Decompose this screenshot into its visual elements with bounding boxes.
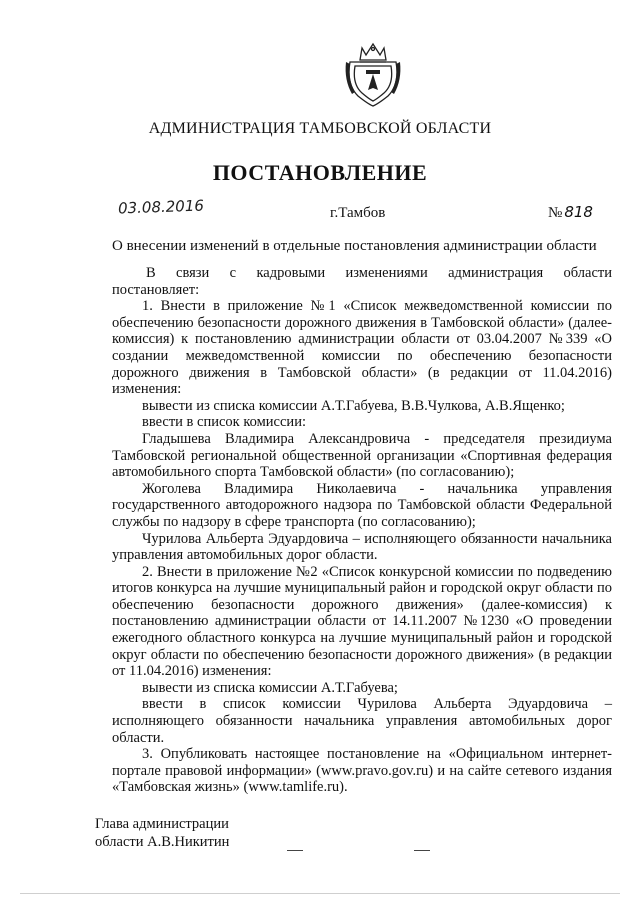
person-zhogolev: Жоголева Владимира Николаевича - начальника управления государственного автодорожного надзора по Тамбовской области Федеральной службы по надзору в сфере транспорта (по согласованию); [112,480,612,530]
handwritten-number: 818 [564,203,593,221]
document-subject: О внесении изменений в отдельные постановления администрации области [112,238,597,254]
item-2: 2. Внести в приложение №2 «Список конкурсной комиссии по подведению итогов конкурса на лучшие муниципальный район и городской округ области по обеспечению безопасности дорожного движения» (далее-комиссия) к постановлению администрации области от 14.11.2007 №1230 «О проведении ежегодного областного конкурса на лучшие муниципальный район и городской округ области по обеспечению безопасности дорожного движения» (в редакции от 11.04.2016) изменения: [112,563,612,680]
item-1: 1. Внести в приложение №1 «Список межведомственной комиссии по обеспечению безопасности дорожного движения в Тамбовской области» (далее-комиссия) к постановлению администрации области от 03.04.2007 №339 «О создании межведомственной комиссии по обеспечению безопасности дорожного движения в Тамбовской области» (в редакции от 11.04.2016) изменения: [112,298,612,398]
organization-name: АДМИНИСТРАЦИЯ ТАМБОВСКОЙ ОБЛАСТИ [148,120,492,137]
item-1-remove: вывести из списка комиссии А.Т.Габуева, В.В.Чулкова, А.В.Ященко; [142,397,565,414]
signature-block [95,815,229,851]
person-gladyshev: Гладышева Владимира Александровича - председателя президиума Тамбовской региональной общественной организации «Спортивная федерация автомобильного спорта Тамбовской области» (по согласованию); [112,430,612,481]
document-number [548,203,593,222]
item-2-remove: вывести из списка комиссии А.Т.Габуева; [142,679,398,696]
intro-verb: постановляет: [112,281,200,298]
signature-mark-left [287,850,303,851]
scan-edge-line [20,893,620,894]
document-type-title: ПОСТАНОВЛЕНИЕ [212,160,428,185]
number-sign: № [548,205,563,221]
signature-name: области А.В.Никитин [95,834,230,850]
document-body [112,265,612,796]
intro-line: В связи с кадровыми изменениями администрация области [146,265,612,281]
city-name: г.Тамбов [330,205,386,221]
item-3: 3. Опубликовать настоящее постановление на «Официальном интернет-портале правовой информации» (www.pravo.gov.ru) и на сайте сетевого издания «Тамбовская жизнь» (www.tamlife.ru). [112,746,612,796]
item-2-add: ввести в список комиссии Чурилова Альберта Эдуардовича – исполняющего обязанности начальника управления автомобильных дорог области. [112,696,612,746]
coat-of-arms-icon [342,40,404,108]
item-1-add: ввести в список комиссии: [142,414,306,431]
signature-title: Глава администрации [95,816,229,832]
person-churilov: Чурилова Альберта Эдуардовича – исполняющего обязанности начальника управления автомобильных дорог области. [112,530,612,564]
signature-mark-right [414,850,430,851]
handwritten-date: 03.08.2016 [117,196,205,218]
